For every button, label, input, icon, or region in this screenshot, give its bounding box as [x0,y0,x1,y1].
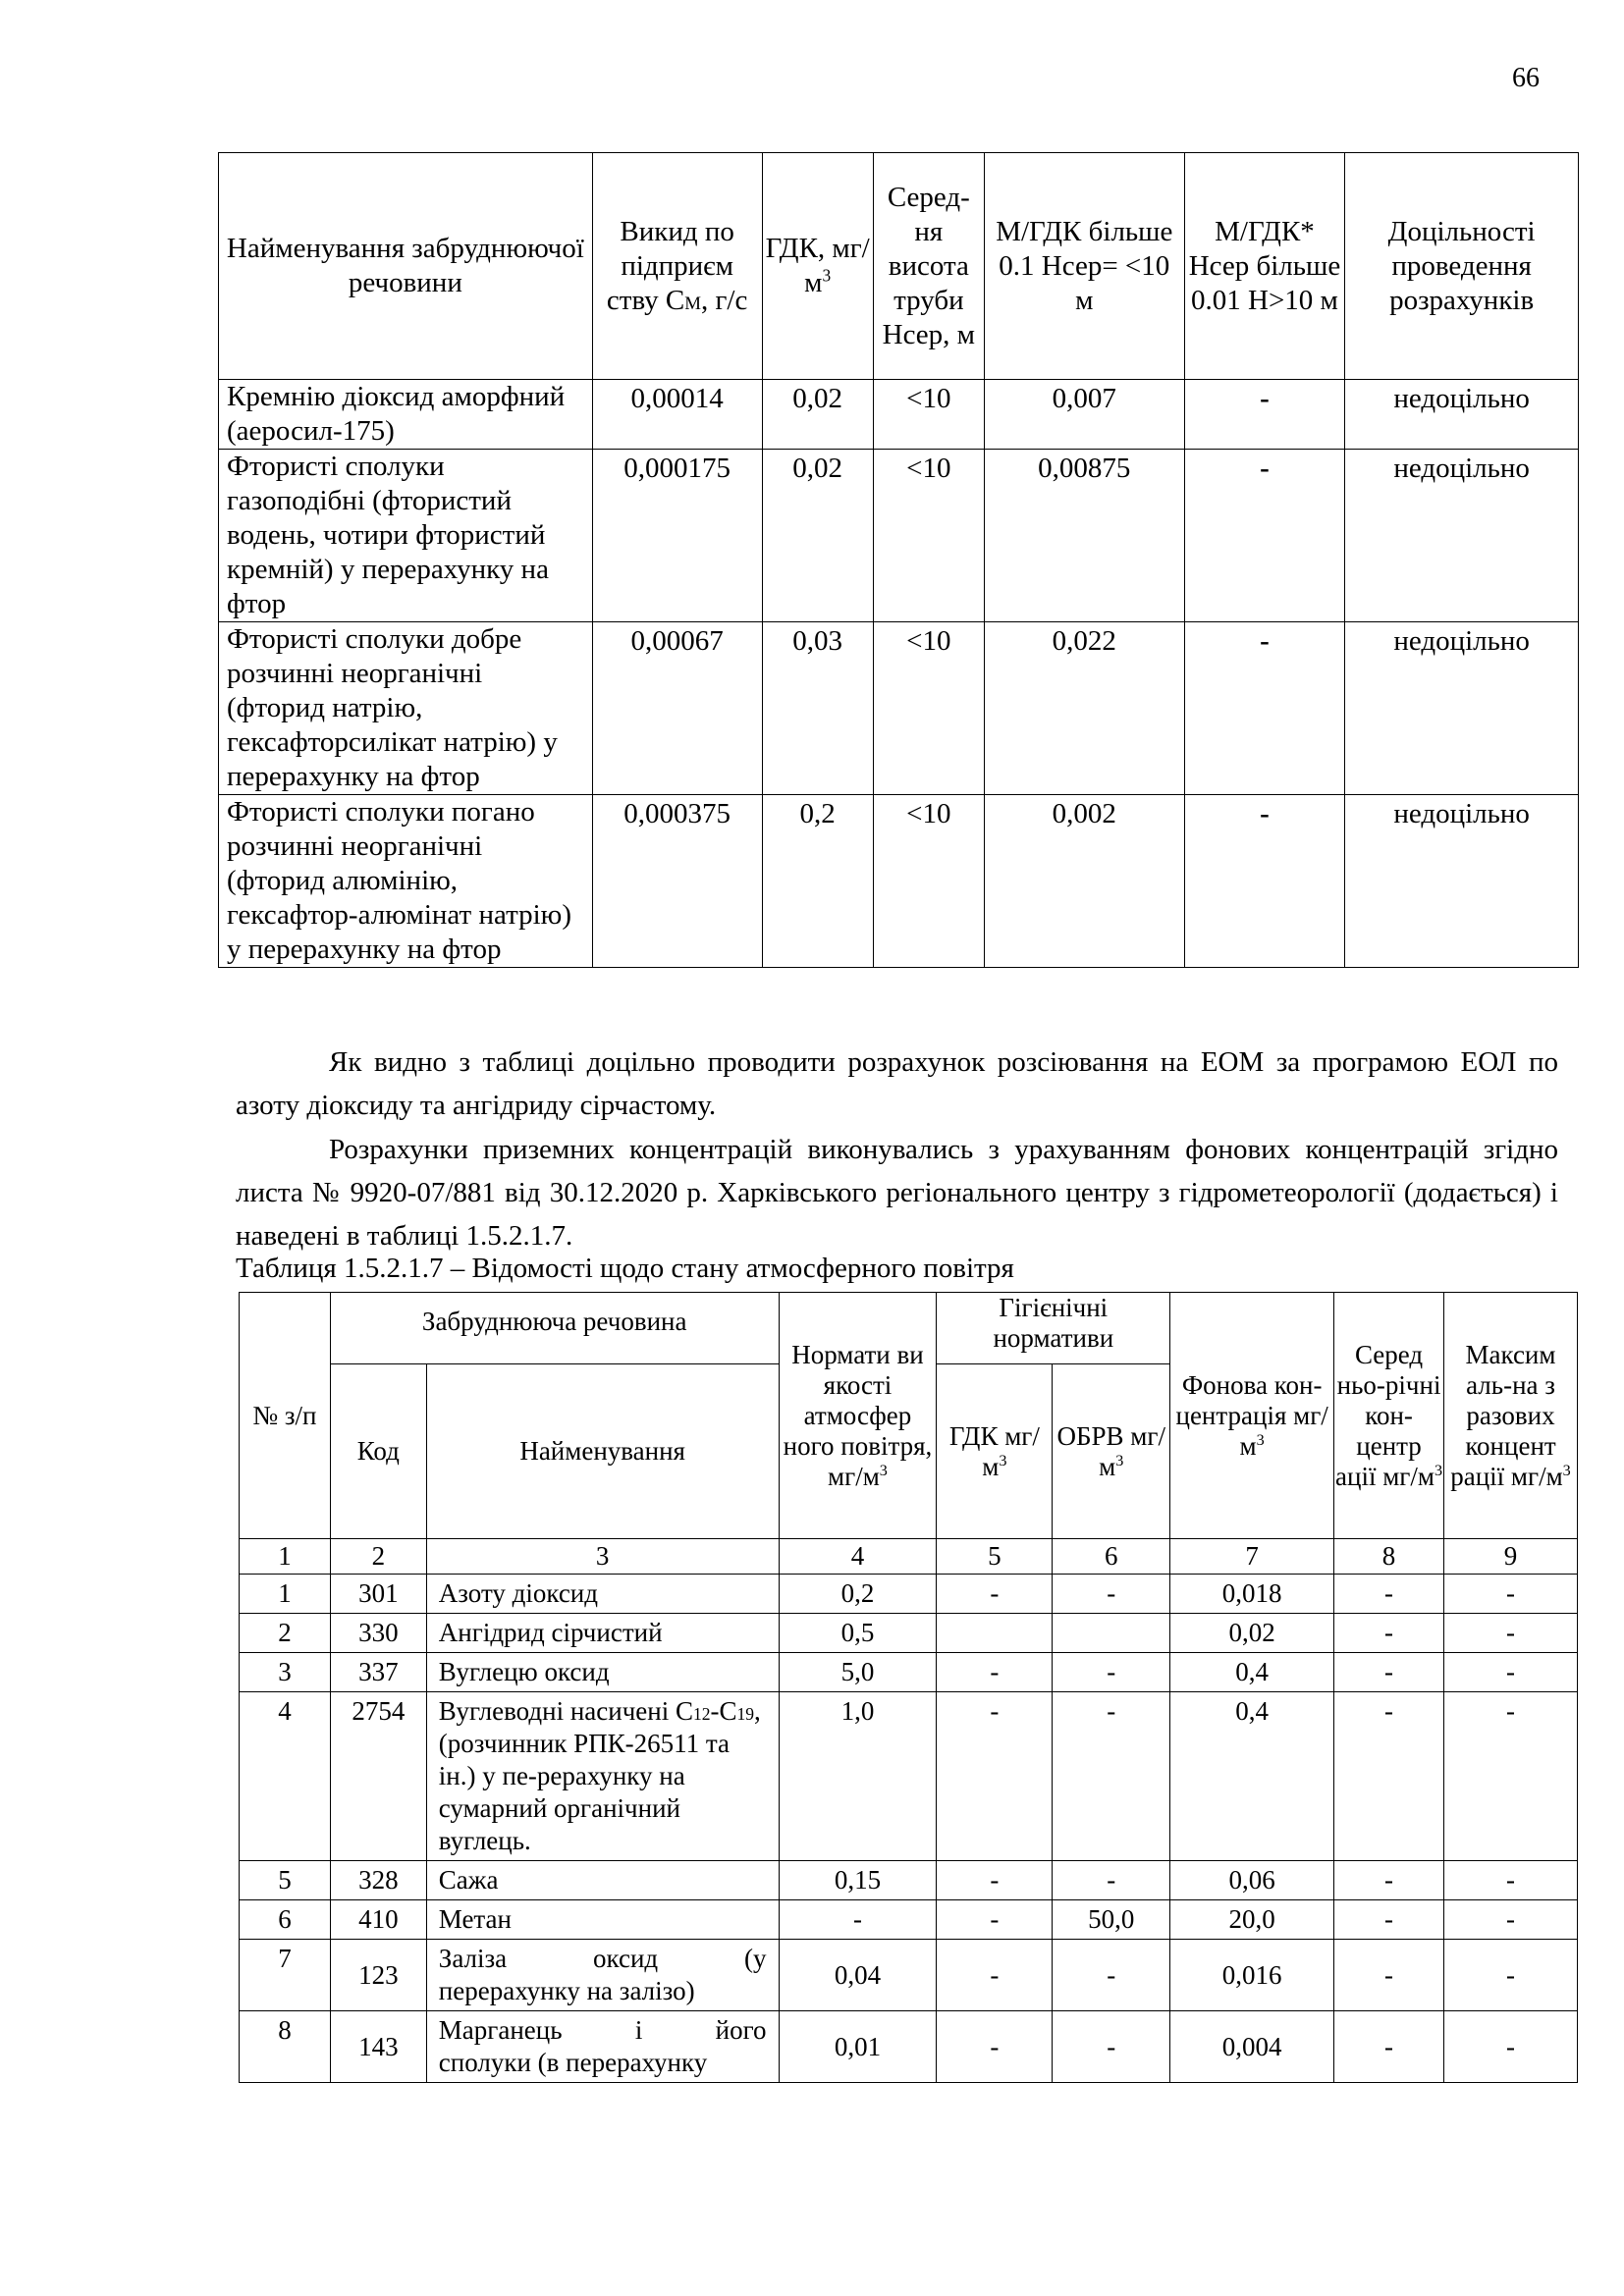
avg-value: - [1334,2011,1444,2083]
gdk-value: - [937,1940,1053,2011]
table-row [219,622,1579,795]
header-code: Код [330,1364,426,1539]
substance-code: 143 [330,2011,426,2083]
table-row [219,450,1579,622]
header-gdk: ГДК $мг/м^3$ [937,1364,1053,1539]
m-gdk-value: 0,00875 [984,450,1184,622]
emission-value: 0,00014 [592,380,762,450]
row-number: 1 [240,1575,331,1614]
substance-name: Кремнію діоксид аморфний (аеросил-175) [219,380,593,450]
calculation-paragraph: Розрахунки приземних концентрацій виконувались з урахуванням фонових концентрацій згідно листа № 9920-07/881 від 30.12.2020 р. Харківського регіонального центру з гідрометеорології (додається) і наведені в таблиці 1.5.2.1.7. [236,1134,1558,1252]
header-gdk: ГДК, $мг/м^3$ [762,153,873,380]
row-number: 5 [240,1861,331,1900]
height-value: <10 [873,380,984,450]
column-index: 6 [1053,1539,1170,1575]
result-value: недоцільно [1345,622,1579,795]
substance-name: Фтористі сполуки газоподібні (фтористий водень, чотири фтористий кремній) у перерахунку на фтор [219,450,593,622]
table-header-row [240,1293,1578,1364]
gdk-value: 0,02 [762,380,873,450]
header-avg-year: Серед ньо-річні кон-центр ації $мг/м^3$ [1334,1293,1444,1539]
table-row [240,2011,1578,2083]
max-value: - [1444,1575,1578,1614]
m-gdk-h-value: - [1184,622,1345,795]
substance-code: 2754 [330,1692,426,1861]
obrv-value: - [1053,1692,1170,1861]
gdk-value [937,1614,1053,1653]
gdk-value: - [937,1861,1053,1900]
max-value: - [1444,1653,1578,1692]
table-row [240,1614,1578,1653]
background-value: 0,4 [1170,1692,1334,1861]
norm-value: 0,04 [779,1940,937,2011]
substance-name: Фтористі сполуки погано розчинні неорганічні (фторид алюмінію, гексафтор-алюмінат натрію) у перерахунку на фтор [219,795,593,968]
header-substance-name: Найменування забруднюючої речовини [219,153,593,380]
substance-code: 123 [330,1940,426,2011]
gdk-value: - [937,1900,1053,1940]
substance-code: 328 [330,1861,426,1900]
obrv-value: - [1053,1861,1170,1900]
norm-value: 1,0 [779,1692,937,1861]
substance-name: Азоту діоксид [426,1575,779,1614]
header-hygienic: Гігієнічні нормативи [937,1293,1170,1364]
result-value: недоцільно [1345,450,1579,622]
table-row [240,1940,1578,2011]
norm-value: 0,5 [779,1614,937,1653]
avg-value: - [1334,1940,1444,2011]
table-row [240,1692,1578,1861]
emission-value: 0,000375 [592,795,762,968]
max-value: - [1444,1692,1578,1861]
header-obrv: ОБРВ $мг/м^3$ [1053,1364,1170,1539]
conclusion-paragraph: Як видно з таблиці доцільно проводити розрахунок розсіювання на ЕОМ за програмою ЕОЛ по азоту діоксиду та ангідриду сірчастому. [236,1046,1558,1121]
background-value: 0,02 [1170,1614,1334,1653]
result-value: недоцільно [1345,795,1579,968]
column-index: 7 [1170,1539,1334,1575]
expediency-table [218,152,1579,968]
result-value: недоцільно [1345,380,1579,450]
background-value: 0,06 [1170,1861,1334,1900]
header-emission: Викид по підприєм ству СМ, г/с [592,153,762,380]
table-caption: Таблиця 1.5.2.1.7 – Відомості щодо стану атмосферного повітря [236,1253,1014,1284]
m-gdk-h-value: - [1184,450,1345,622]
row-number: 3 [240,1653,331,1692]
gdk-value: 0,03 [762,622,873,795]
obrv-value: 50,0 [1053,1900,1170,1940]
header-background: Фонова кон-центрація $мг/м^3$ [1170,1293,1334,1539]
height-value: <10 [873,622,984,795]
background-value: 0,4 [1170,1653,1334,1692]
table-row [240,1653,1578,1692]
substance-name: Вуглеводні насичені С12-С19, (розчинник РПК-26511 та ін.) у пе-рерахунку на сумарний органічний вуглець. [426,1692,779,1861]
obrv-value: - [1053,1940,1170,2011]
table-row [219,380,1579,450]
substance-name: Марганець і його сполуки (в перерахунку [426,2011,779,2083]
page-number: 66 [1512,63,1540,93]
obrv-value: - [1053,1575,1170,1614]
avg-value: - [1334,1614,1444,1653]
gdk-value: 0,2 [762,795,873,968]
avg-value: - [1334,1575,1444,1614]
substance-code: 301 [330,1575,426,1614]
norm-value: - [779,1900,937,1940]
avg-value: - [1334,1692,1444,1861]
substance-name: Ангідрид сірчистий [426,1614,779,1653]
row-number: 4 [240,1692,331,1861]
emission-value: 0,00067 [592,622,762,795]
air-quality-table [239,1292,1578,2083]
background-value: 20,0 [1170,1900,1334,1940]
background-value: 0,004 [1170,2011,1334,2083]
table-row [240,1861,1578,1900]
header-max-single: Максим аль-на з разових концент рації $мг/м^3$ [1444,1293,1578,1539]
substance-code: 330 [330,1614,426,1653]
substance-code: 410 [330,1900,426,1940]
background-value: 0,018 [1170,1575,1334,1614]
m-gdk-h-value: - [1184,380,1345,450]
column-index: 8 [1334,1539,1444,1575]
emission-value: 0,000175 [592,450,762,622]
max-value: - [1444,1940,1578,2011]
max-value: - [1444,1614,1578,1653]
substance-code: 337 [330,1653,426,1692]
substance-name: Заліза оксид (у перерахунку на залізо) [426,1940,779,2011]
substance-name: Вуглецю оксид [426,1653,779,1692]
m-gdk-value: 0,022 [984,622,1184,795]
row-number: 7 [240,1940,331,2011]
substance-name: Метан [426,1900,779,1940]
obrv-value: - [1053,2011,1170,2083]
m-gdk-h-value: - [1184,795,1345,968]
max-value: - [1444,1900,1578,1940]
column-index: 5 [937,1539,1053,1575]
background-value: 0,016 [1170,1940,1334,2011]
header-norm: Нормати ви якості атмосфер ного повітря, $мг/м^3$ [779,1293,937,1539]
substance-name: Фтористі сполуки добре розчинні неорганічні (фторид натрію, гексафторсилікат натрію) у перерахунку на фтор [219,622,593,795]
row-number: 2 [240,1614,331,1653]
m-gdk-value: 0,002 [984,795,1184,968]
header-substance: Забруднююча речовина [330,1293,779,1364]
max-value: - [1444,1861,1578,1900]
table-row [219,795,1579,968]
avg-value: - [1334,1861,1444,1900]
column-index-row [240,1539,1578,1575]
header-name: Найменування [426,1364,779,1539]
header-expediency: Доцільності проведення розрахунків [1345,153,1579,380]
row-number: 8 [240,2011,331,2083]
norm-value: 0,01 [779,2011,937,2083]
norm-value: 0,2 [779,1575,937,1614]
table-header-row [219,153,1579,380]
gdk-value: - [937,1575,1053,1614]
column-index: 2 [330,1539,426,1575]
norm-value: 5,0 [779,1653,937,1692]
column-index: 1 [240,1539,331,1575]
height-value: <10 [873,795,984,968]
obrv-value [1053,1614,1170,1653]
header-m-gdk: М/ГДК більше 0.1 Нсер= <10 м [984,153,1184,380]
avg-value: - [1334,1653,1444,1692]
substance-name: Сажа [426,1861,779,1900]
header-pipe-height: Серед-ня висота труби Нсер, м [873,153,984,380]
table-row [240,1900,1578,1940]
height-value: <10 [873,450,984,622]
gdk-value: - [937,1692,1053,1861]
header-m-gdk-h: М/ГДК* Нсер більше 0.01 Н>10 м [1184,153,1345,380]
column-index: 3 [426,1539,779,1575]
gdk-value: - [937,2011,1053,2083]
table-row [240,1575,1578,1614]
column-index: 4 [779,1539,937,1575]
gdk-value: 0,02 [762,450,873,622]
row-number: 6 [240,1900,331,1940]
header-number: № з/п [240,1293,331,1539]
norm-value: 0,15 [779,1861,937,1900]
max-value: - [1444,2011,1578,2083]
column-index: 9 [1444,1539,1578,1575]
gdk-value: - [937,1653,1053,1692]
obrv-value: - [1053,1653,1170,1692]
m-gdk-value: 0,007 [984,380,1184,450]
avg-value: - [1334,1900,1444,1940]
